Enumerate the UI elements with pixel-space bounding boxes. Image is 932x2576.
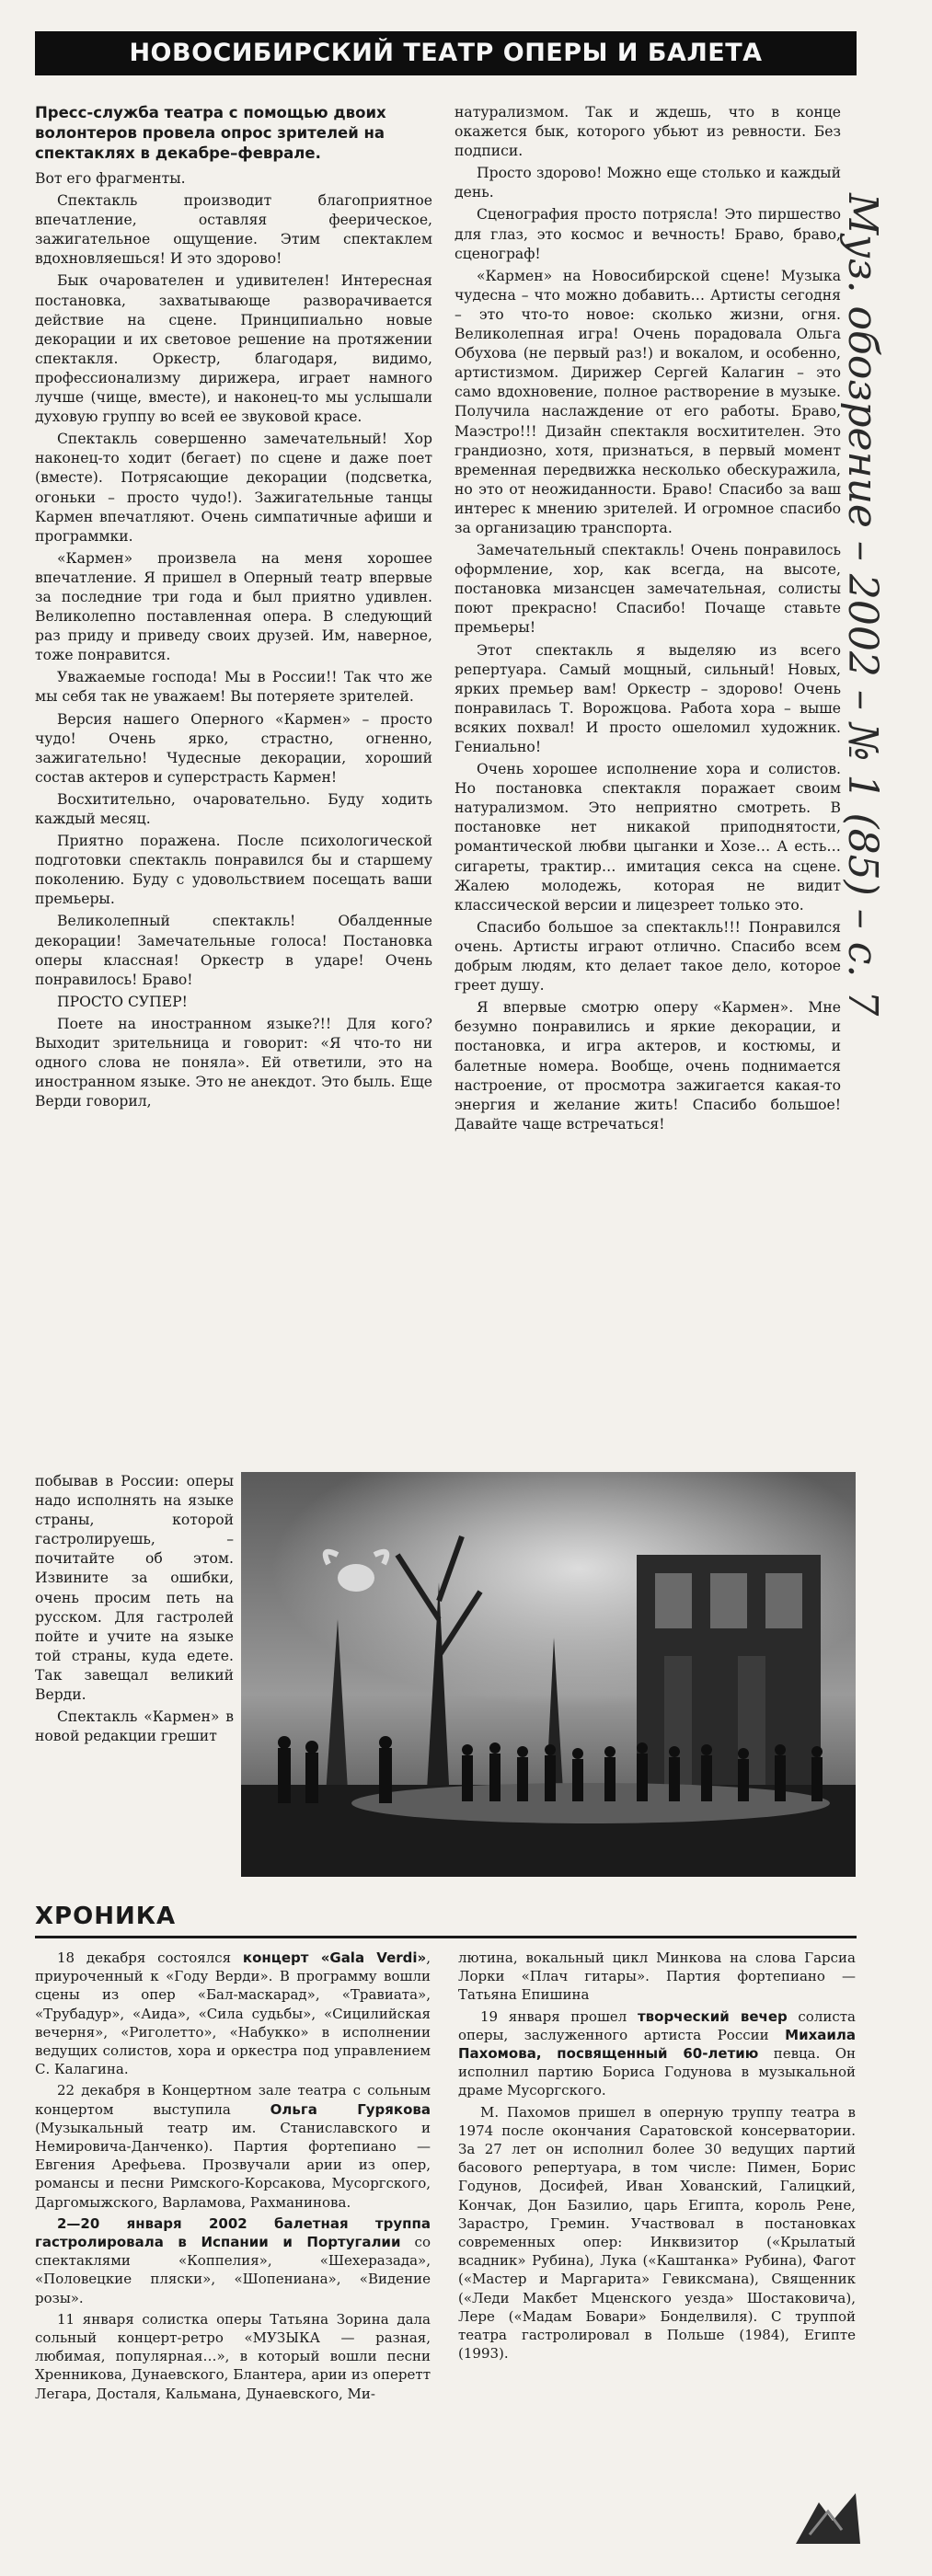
paragraph: Очень хорошее исполнение хора и солистов. Но постановка спектакля поражает своим натурализмом. Это неприятно смотреть. В постановке нет никакой приподнятости, романтической любви цыганки и Хозе… А есть… сигареты, трактир… имитация секса на сцене. Жалею молодежь, которая не видит классической версии и лицезреет только это. — [454, 761, 841, 914]
paragraph: Бык очарователен и удивителен! Интересная постановка, захватывающе разворачивается действие на сцене. Принципиально новые декорации и их световое решение на протяжении спектакля. Оркестр, благодаря, видимо, профессионализму дирижера, играет намного лучше (чище, вместе), и наконец-то мы услышали духовую группу во всей ее звуковой красе. — [35, 272, 432, 426]
paragraph: Сценография просто потрясла! Это пиршество для глаз, это космос и вечность! Браво, браво, сценограф! — [454, 206, 841, 262]
paragraph: ПРОСТО СУПЕР! — [57, 993, 188, 1010]
paragraph: Этот спектакль я выделяю из всего репертуара. Самый мощный, сильный! Новых, ярких премьер вам! Оркестр – здорово! Очень понравилась Т. Ворожцова. Работа хора – выше всяких похвал! И просто ошеломил художник. Гениально! — [454, 641, 841, 755]
headline: НОВОСИБИРСКИЙ ТЕАТР ОПЕРЫ И БАЛЕТА — [35, 31, 857, 75]
handwritten-note-text: Муз. обозрение – 2002 – № 1 (85) – с. 7 — [839, 193, 886, 1017]
chronicle-item: 22 декабря в Концертном зале театра с сольным концертом выступила Ольга Гурякова (Музыкальный театр им. Станиславского и Немировича-Данченко). Партия фортепиано — Евгения Арефьева. Прозвучали арии из опер, романсы и песни Римского-Корсакова, Мусоргского, Даргомыжского, Варламова, Рахманинова. — [35, 2082, 431, 2211]
chronicle-item: 11 января солистка оперы Татьяна Зорина дала сольный концерт-ретро «МУЗЫКА — разная, любимая, популярная…», в который вошли песни Хренникова, Дунаевского, Блантера, арии из оперетт Легара, Досталя, Кальмана, Дунаевского, Ми- — [35, 2310, 431, 2402]
paragraph: Замечательный спектакль! Очень понравилось оформление, хор, как всегда, на высоте, постановка мизансцен замечательная, солисты поют прекрасно! Спасибо! Почаще ставьте премьеры! — [454, 542, 841, 637]
paragraph: Спектакль совершенно замечательный! Хор наконец-то ходит (бегает) по сцене и даже поет (вместе). Потрясающие декорации (подсветка, огоньки – просто чудо!). Зажигательные танцы Кармен впечатляют. Очень симпатичные афиши и программки. — [35, 431, 432, 545]
chronicle-divider — [35, 1936, 857, 1938]
paragraph: Приятно поражена. После психологической подготовки спектакль понравился бы и старшему поколению. Буду с удовольствием посещать ваши премьеры. — [35, 833, 432, 908]
stage-photo — [241, 1472, 856, 1877]
paragraph: Уважаемые господа! Мы в России!! Так что же мы себя так не уважаем! Вы потеряете зрителей. — [35, 669, 432, 706]
paragraph: Версия нашего Оперного «Кармен» – просто чудо! Очень ярко, страстно, огненно, зажигательно! Чудесные декорации, хороший состав актеров и суперстрасть Кармен! — [35, 710, 432, 786]
paragraph: натурализмом. Так и ждешь, что в конце окажется бык, которого убьют из ревности. Без подписи. — [454, 104, 841, 160]
chronicle-column-1 — [35, 1949, 431, 2558]
handwritten-note — [839, 193, 897, 1334]
paragraph: Великолепный спектакль! Обалденные декорации! Замечательные голоса! Постановка оперы классная! Оркестр в ударе! Очень понравилось! Браво! — [35, 913, 432, 988]
chronicle-item: 18 декабря состоялся концерт «Gala Verdi», приуроченный к «Году Верди». В программу вошли сцены из опер «Бал-маскарад», «Травиата», «Трубадур», «Аида», «Сила судьбы», «Сицилийская вечерня», «Риголетто», «Набукко» в исполнении ведущих солистов, хора и оркестра под управлением С. Калагина. — [35, 1949, 431, 2078]
paragraph: Спектакль «Кармен» в новой редакции грешит — [35, 1708, 234, 1745]
article-wrap-text — [35, 1472, 234, 1877]
corner-illustration — [791, 2484, 865, 2548]
paragraph: «Кармен» произвела на меня хорошее впечатление. Я пришел в Оперный театр впервые за последние три года и был приятно удивлен. Великолепно поставленная опера. В следующий раз приду и приведу своих друзей. Им, наверное, тоже понравится. — [35, 549, 432, 664]
chronicle-item: М. Пахомов пришел в оперную труппу театра в 1974 после окончания Саратовской консерватории. За 27 лет он исполнил более 30 ведущих партий басового репертуара, в том числе: Пимен, Борис Годунов, Досифей, Иван Хованский, Галицкий, Кончак, Дон Базилио, царь Египта, король Рене, Зарастро, Гремин. Участвовал в постановках современных опер: Инквизитор («Крылатый всадник» Рубина), Лука («Каштанка» Рубина), Фагот («Мастер и Маргарита» Гевиксмана), Священник («Леди Макбет Мценского уезда» Шостаковича), Лере («Мадам Бовари» Бонделвиля). С труппой театра гастролировал в Польше (1984), Египте (1993). — [458, 2103, 856, 2363]
paragraph: Я впервые смотрю оперу «Кармен». Мне безумно понравились и яркие декорации, и постановка, и игра актеров, и костюмы, и балетные номера. Вообще, очень поднимается настроение, от просмотра зажигается какая-то энергия и желание жить! Спасибо большое! Давайте чаще встречаться! — [454, 999, 841, 1133]
chronicle-title: ХРОНИКА — [35, 1903, 177, 1930]
article-column-2 — [454, 103, 841, 1463]
chronicle-item: лютина, вокальный цикл Минкова на слова Гарсиа Лорки «Плач гитары». Партия фортепиано — Татьяна Епишина — [458, 1949, 856, 2004]
article-column-1 — [35, 103, 432, 1468]
chronicle-column-2 — [458, 1949, 856, 2558]
paragraph: побывав в России: оперы надо исполнять на языке страны, которой гастролируешь, – почитайте об этом. Извините за ошибки, очень просим петь на русском. Для гастролей пойте и учите на языке той страны, куда едете. Так завещал великий Верди. — [35, 1473, 234, 1704]
chronicle-item: 2—20 января 2002 балетная труппа гастролировала в Испании и Португалии со спектаклями «Коппелия», «Шехеразада», «Половецкие пляски», «Шопениана», «Видение розы». — [35, 2214, 431, 2306]
article-intro: Вот его фрагменты. — [35, 170, 186, 187]
paragraph: Просто здорово! Можно еще столько и каждый день. — [454, 165, 841, 201]
stage-photo-graphic — [241, 1472, 856, 1877]
paragraph: Спектакль производит благоприятное впечатление, оставляя феерическое, зажигательное ощущение. Этим спектаклем вдохновляешься! И это здорово! — [35, 192, 432, 268]
article-lead: Пресс-служба театра с помощью двоих волонтеров провела опрос зрителей на спектаклях в декабре–феврале. — [35, 104, 386, 162]
paragraph: Восхитительно, очаровательно. Буду ходить каждый месяц. — [35, 790, 432, 827]
paragraph: Спасибо большое за спектакль!!! Понравился очень. Артисты играют отлично. Спасибо всем добрым людям, кто делает такое дело, которое греет душу. — [454, 918, 841, 995]
paragraph: Поете на иностранном языке?!! Для кого? Выходит зрительница и говорит: «Я что-то ни одного слова не поняла». Ей ответили, это на иностранном языке. Это не анекдот. Это быль. Еще Верди говорил, — [35, 1015, 432, 1110]
chronicle-item: 19 января прошел творческий вечер солиста оперы, заслуженного артиста России Михаила Пахомова, посвященный 60-летию певца. Он исполнил партию Бориса Годунова в музыкальной драме Мусоргского. — [458, 2007, 856, 2099]
paragraph: «Кармен» на Новосибирской сцене! Музыка чудесна – что можно добавить… Артисты сегодня – это что-то новое: сколько жизни, огня. Великолепная игра! Очень порадовала Ольга Обухова (не первый раз!) и вокалом, и особенно, артистизмом. Дирижер Сергей Калагин – это само вдохновение, полное растворение в музыке. Получила наслаждение от его работы. Браво, Маэстро!!! Дизайн спектакля восхитителен. Это грандиозно, хотя, признаться, в первый момент временная передвижка несколько обескуражила, но это от неожиданности. Браво! Спасибо за ваш интерес к мнению зрителей. И огромное спасибо за организацию транспорта. — [454, 267, 841, 536]
